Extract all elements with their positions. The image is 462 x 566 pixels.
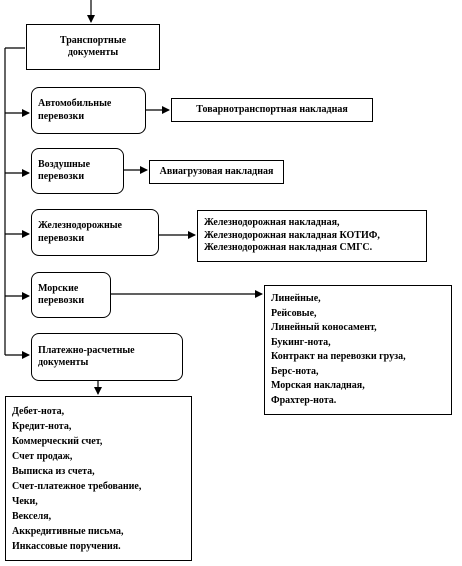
payment-doc: Выписка из счета, [12,465,95,477]
air-transport-box [31,148,124,194]
sea-doc: Морская накладная, [271,380,365,391]
rail-transport-box [31,209,159,256]
rail-doc: Железнодорожная накладная КОТИФ, [204,229,380,241]
payment-doc: Кредит-нота, [12,420,72,432]
sea-doc: Рейсовые, [271,307,317,319]
rail-line2: перевозки [38,232,85,244]
sea-doc: Линейные, [271,293,321,304]
sea-doc: Контракт на перевозки груза, [271,351,406,362]
sea-doc: Берс-нота, [271,365,319,377]
top-line1: Транспортные [59,34,127,46]
auto-doc: Товарнотранспортная накладная [196,103,348,115]
payment-doc: Счет продаж, [12,450,73,462]
payment-docs-box [5,396,192,561]
auto-line1: Автомобильные [38,98,112,109]
transport-documents-box [26,24,160,70]
auto-doc-box [171,98,373,122]
auto-transport-box [31,87,146,134]
air-line2: перевозки [38,171,85,182]
rail-docs-box [197,210,427,262]
sea-doc: Линейный коносамент, [271,322,377,333]
sea-doc: Букинг-нота, [271,336,331,348]
payment-doc: Векселя, [12,510,52,522]
payment-line1: Платежно-расчетные [38,344,135,356]
rail-doc: Железнодорожная накладная СМГС. [204,242,373,254]
rail-doc: Железнодорожная накладная, [204,217,340,229]
sea-line1: Морские [38,282,79,294]
sea-line2: перевозки [38,295,85,306]
sea-docs-box [264,285,452,415]
payment-line2: документы [38,357,89,368]
rail-line1: Железнодорожные [38,220,122,231]
auto-line2: перевозки [38,110,85,122]
air-line1: Воздушные [38,158,91,170]
payment-documents-box [31,333,183,381]
payment-doc: Счет-платежное требование, [12,480,142,492]
sea-doc: Фрахтер-нота. [271,394,337,406]
sea-transport-box [31,272,111,318]
payment-doc: Чеки, [12,495,38,507]
payment-doc: Аккредитивные письма, [12,525,124,537]
payment-doc: Дебет-нота, [12,405,65,417]
top-line2: документы [67,47,119,58]
air-doc-box [149,160,284,184]
air-doc: Авиагрузовая накладная [159,165,274,177]
payment-doc: Коммерческий счет, [12,435,103,447]
payment-doc: Инкассовые поручения. [12,540,121,552]
